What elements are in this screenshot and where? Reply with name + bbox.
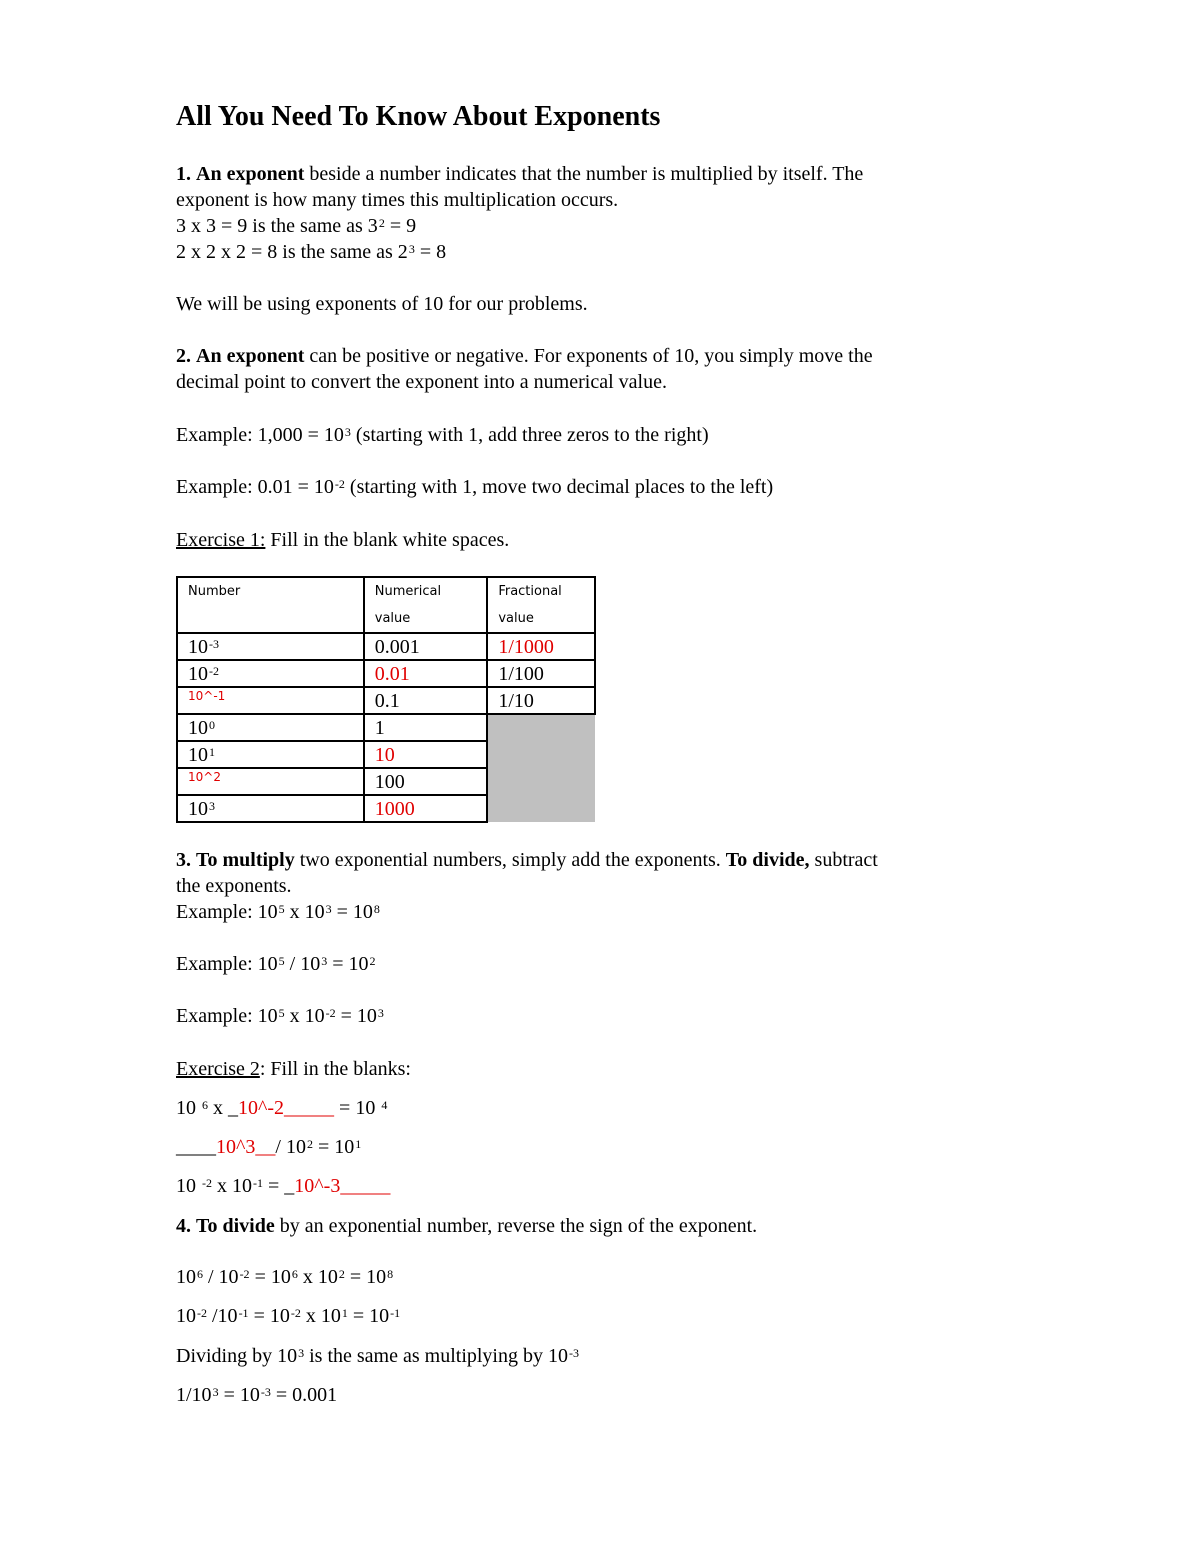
section-number: 4.	[176, 1215, 191, 1237]
table-header-row	[177, 577, 595, 633]
cell-fraction: 1/100	[487, 660, 595, 687]
header-text: value	[498, 611, 534, 626]
example-line	[176, 474, 773, 500]
superscript: 8	[387, 1267, 394, 1281]
text: x _	[208, 1097, 238, 1119]
superscript: -2	[202, 1176, 212, 1190]
exercise-label: Exercise 2	[176, 1058, 260, 1080]
cell-number	[177, 741, 364, 768]
text: 2 x 2 x 2 = 8 is the same as 2	[176, 241, 408, 263]
text: 10	[176, 1266, 196, 1288]
example-line	[176, 951, 375, 977]
superscript: 2	[369, 954, 376, 968]
text: by an exponential number, reverse the sign of the exponent.	[274, 1215, 758, 1237]
superscript: 1	[341, 1306, 348, 1320]
text: = 9	[384, 215, 417, 237]
text: Example: 10	[176, 953, 278, 975]
header-text: Fractional	[498, 584, 562, 599]
superscript: -3	[209, 637, 219, 651]
text: subtract	[809, 849, 878, 871]
superscript: 2	[306, 1137, 313, 1151]
example-line	[176, 1003, 384, 1029]
cell-fraction: 1/10	[487, 687, 595, 714]
section-4-line	[176, 1343, 579, 1369]
text: 10	[176, 1175, 201, 1197]
text: = 10	[335, 1005, 377, 1027]
text: 10	[188, 636, 208, 658]
section-2-line-1	[176, 343, 873, 369]
superscript: -2	[325, 1006, 336, 1020]
text: x 10	[212, 1175, 252, 1197]
superscript: 6	[202, 1098, 208, 1112]
header-fractional	[487, 577, 595, 633]
text: /10	[207, 1305, 238, 1327]
text: Example: 1,000 = 10	[176, 424, 344, 446]
superscript: 3	[325, 902, 332, 916]
cell-numeric: 0.1	[364, 687, 488, 714]
text: can be positive or negative. For exponents of 10, you simply move the	[304, 345, 873, 367]
section-2-line-2: decimal point to convert the exponent into a numerical value.	[176, 371, 667, 393]
text: Example: 10	[176, 1005, 278, 1027]
text: = 10	[327, 953, 369, 975]
header-text: value	[374, 611, 411, 626]
superscript: 6	[197, 1267, 203, 1281]
exercise-1-heading	[176, 527, 509, 553]
text: = 10	[347, 1305, 390, 1327]
section-1-note: We will be using exponents of 10 for our problems.	[176, 293, 588, 315]
superscript: -2	[209, 664, 219, 678]
example-line	[176, 239, 446, 265]
superscript: -1	[390, 1306, 401, 1320]
superscript: -1	[238, 1306, 249, 1320]
example-line	[176, 422, 709, 448]
text: 10	[176, 1097, 201, 1119]
section-4-line	[176, 1264, 393, 1290]
superscript: -2	[197, 1306, 207, 1320]
term-bold: To divide	[196, 1215, 275, 1237]
superscript: 3	[408, 242, 415, 256]
text: = 8	[414, 241, 447, 263]
table-row	[177, 660, 595, 687]
text: = 10	[312, 1136, 355, 1158]
cell-numeric: 0.01	[364, 660, 488, 687]
superscript: 1	[209, 745, 215, 759]
text: / 10	[284, 953, 321, 975]
text: = 0.001	[270, 1384, 338, 1406]
text: = 10	[248, 1305, 290, 1327]
text: 10	[176, 1305, 196, 1327]
table-row	[177, 687, 595, 714]
text: Fill in the blank white spaces.	[265, 529, 510, 551]
table-row	[177, 714, 595, 741]
text: 10	[188, 798, 208, 820]
cell-number	[177, 660, 364, 687]
answer: 10^-2_____	[238, 1097, 335, 1119]
superscript: 3	[298, 1346, 305, 1360]
text: (starting with 1, add three zeros to the right)	[350, 424, 709, 446]
table-row	[177, 633, 595, 660]
exercise-2-line	[176, 1134, 361, 1160]
text: ____	[176, 1136, 216, 1158]
superscript: 4	[381, 1098, 388, 1112]
text: = 10	[218, 1384, 260, 1406]
superscript: 3	[377, 1006, 384, 1020]
text: = 10	[334, 1097, 381, 1119]
section-number: 2.	[176, 345, 191, 367]
text: x 10	[300, 1305, 341, 1327]
text: / 10	[203, 1266, 239, 1288]
text: / 10	[275, 1136, 306, 1158]
superscript: 8	[373, 902, 380, 916]
text: is the same as multiplying by 10	[304, 1345, 568, 1367]
superscript: 3	[344, 425, 351, 439]
header-numerical	[364, 577, 488, 633]
text: 10	[188, 717, 208, 739]
superscript: -2	[239, 1267, 250, 1281]
superscript: 6	[291, 1267, 298, 1281]
page-title: All You Need To Know About Exponents	[176, 101, 661, 132]
text: = 10	[249, 1266, 291, 1288]
cell-numeric: 1	[364, 714, 488, 741]
superscript: 0	[209, 718, 215, 732]
term-bold: To multiply	[196, 849, 295, 871]
text: 10	[188, 744, 208, 766]
text: = _	[263, 1175, 295, 1197]
text: (starting with 1, move two decimal places to the left)	[344, 476, 774, 498]
section-1-line-2: exponent is how many times this multiplication occurs.	[176, 189, 619, 211]
superscript: -3	[569, 1346, 579, 1360]
section-4-line-1	[176, 1213, 757, 1239]
superscript: -2	[290, 1306, 301, 1320]
cell-numeric: 0.001	[364, 633, 488, 660]
shaded-cell	[487, 714, 595, 822]
superscript: 3	[212, 1385, 219, 1399]
term-bold: An exponent	[196, 345, 305, 367]
superscript: 5	[278, 954, 285, 968]
example-line	[176, 213, 416, 239]
cell-numeric: 100	[364, 768, 488, 795]
exponent-table	[176, 576, 596, 823]
section-1-line-1	[176, 161, 863, 187]
text: Example: 10	[176, 901, 278, 923]
cell-number	[177, 633, 364, 660]
superscript: -2	[334, 477, 345, 491]
text: two exponential numbers, simply add the exponents.	[294, 849, 726, 871]
text: x 10	[284, 901, 325, 923]
exercise-2-line	[176, 1095, 387, 1121]
text: x 10	[297, 1266, 338, 1288]
text: : Fill in the blanks:	[259, 1058, 411, 1080]
cell-number: 10^2	[177, 768, 364, 795]
answer: 10^-3_____	[294, 1175, 391, 1197]
superscript: 5	[278, 1006, 285, 1020]
exercise-2-line	[176, 1173, 390, 1199]
text: 3 x 3 = 9 is the same as 3	[176, 215, 378, 237]
section-3-line-2: the exponents.	[176, 875, 292, 897]
cell-number	[177, 714, 364, 741]
example-line	[176, 899, 380, 925]
superscript: 3	[209, 799, 215, 813]
exercise-2-heading	[176, 1056, 411, 1082]
text: x 10	[284, 1005, 325, 1027]
cell-numeric: 10	[364, 741, 488, 768]
exercise-label: Exercise 1:	[176, 529, 266, 551]
superscript: 3	[321, 954, 328, 968]
superscript: 2	[338, 1267, 345, 1281]
answer: 10^3__	[216, 1136, 276, 1158]
section-3-line-1	[176, 847, 878, 873]
text: beside a number indicates that the number is multiplied by itself. The	[304, 163, 864, 185]
superscript: 1	[355, 1137, 362, 1151]
text: Example: 0.01 = 10	[176, 476, 334, 498]
superscript: 2	[378, 216, 385, 230]
section-number: 3.	[176, 849, 191, 871]
text: = 10	[344, 1266, 387, 1288]
text: 1/10	[176, 1384, 212, 1406]
term-bold: An exponent	[196, 163, 305, 185]
text: = 10	[331, 901, 373, 923]
superscript: -1	[253, 1176, 263, 1190]
superscript: 5	[278, 902, 285, 916]
header-number: Number	[177, 577, 364, 633]
superscript: -3	[260, 1385, 271, 1399]
section-number: 1.	[176, 163, 191, 185]
text: 10	[188, 663, 208, 685]
cell-numeric: 1000	[364, 795, 488, 822]
term-bold: To divide,	[725, 849, 810, 871]
header-text: Numerical	[374, 584, 442, 599]
text: Dividing by 10	[176, 1345, 298, 1367]
section-4-line	[176, 1303, 400, 1329]
cell-number: 10^-1	[177, 687, 364, 714]
cell-number	[177, 795, 364, 822]
cell-fraction: 1/1000	[487, 633, 595, 660]
section-4-line	[176, 1382, 337, 1408]
